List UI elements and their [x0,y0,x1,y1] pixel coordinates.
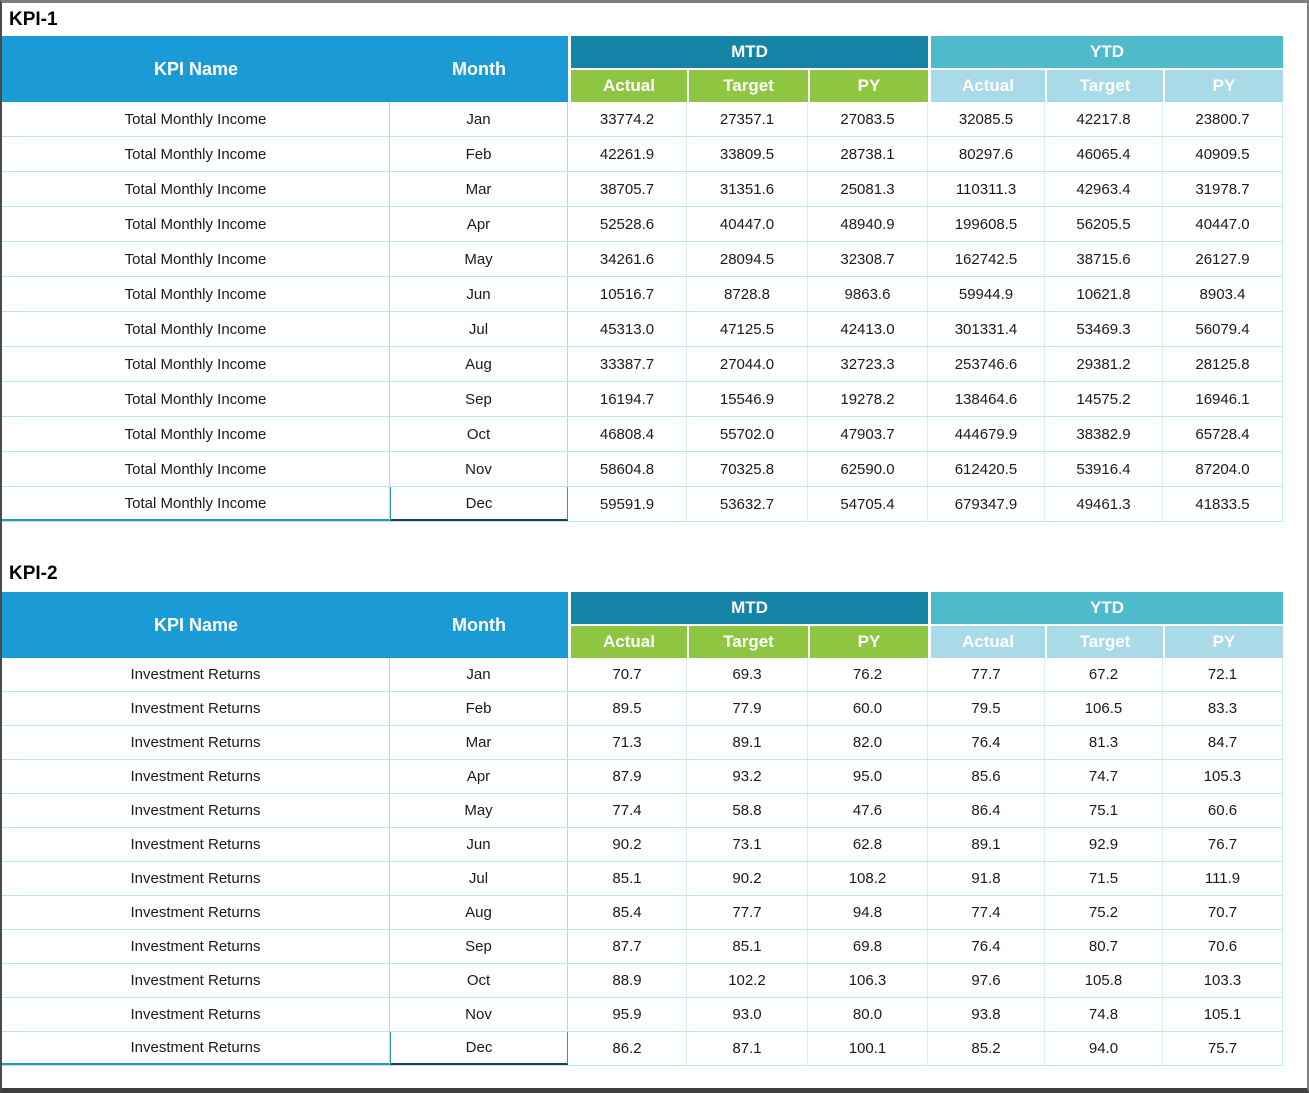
ytd-target-cell[interactable]: 67.2 [1045,658,1163,691]
ytd-actual-cell[interactable]: 162742.5 [928,242,1045,276]
table-row [2,487,1283,522]
mtd-target-cell[interactable]: 77.7 [687,896,808,929]
ytd-actual-header[interactable]: Actual [928,70,1045,102]
ytd-py-cell[interactable]: 40447.0 [1163,207,1283,241]
mtd-actual-cell[interactable]: 95.9 [568,998,687,1031]
mtd-actual-cell[interactable]: 70.7 [568,658,687,691]
mtd-target-cell[interactable]: 31351.6 [687,172,808,206]
mtd-actual-cell[interactable]: 89.5 [568,692,687,725]
table-row [2,242,1283,277]
mtd-py-cell[interactable]: 48940.9 [808,207,928,241]
ytd-target-cell[interactable]: 53916.4 [1045,452,1163,486]
kpi1-title: KPI-1 [9,8,58,30]
ytd-target-cell[interactable]: 49461.3 [1045,487,1163,521]
mtd-target-cell[interactable]: 93.0 [687,998,808,1031]
mtd-py-cell[interactable]: 106.3 [808,964,928,997]
month-cell[interactable]: Oct [390,417,568,451]
ytd-py-cell[interactable]: 72.1 [1163,658,1283,691]
ytd-actual-cell[interactable]: 85.2 [928,1032,1045,1065]
mtd-target-cell[interactable]: 77.9 [687,692,808,725]
kpi2-title: KPI-2 [9,563,58,584]
month-cell[interactable]: Sep [390,930,568,963]
mtd-actual-cell[interactable]: 86.2 [568,1032,687,1065]
kpi-name-cell[interactable]: Investment Returns [2,862,390,895]
kpi-name-cell[interactable]: Investment Returns [2,658,390,691]
table-row [2,417,1283,452]
mtd-group-header[interactable]: MTD [568,36,928,70]
kpi-name-cell[interactable]: Investment Returns [2,794,390,827]
kpi-name-cell[interactable]: Total Monthly Income [2,242,390,276]
month-cell[interactable]: Oct [390,964,568,997]
month-cell[interactable]: Apr [390,207,568,241]
month-cell[interactable]: Nov [390,452,568,486]
ytd-target-cell[interactable]: 42963.4 [1045,172,1163,206]
ytd-py-cell[interactable]: 16946.1 [1163,382,1283,416]
kpi-name-cell[interactable]: Investment Returns [2,828,390,861]
ytd-actual-cell[interactable]: 79.5 [928,692,1045,725]
mtd-target-cell[interactable]: 53632.7 [687,487,808,521]
mtd-py-cell[interactable]: 60.0 [808,692,928,725]
month-cell[interactable]: Apr [390,760,568,793]
kpi2-table [2,592,1283,1066]
ytd-py-cell[interactable]: 87204.0 [1163,452,1283,486]
mtd-actual-cell[interactable]: 59591.9 [568,487,687,521]
ytd-target-cell[interactable]: 75.2 [1045,896,1163,929]
ytd-py-header[interactable]: PY [1163,626,1283,658]
ytd-group-header[interactable]: YTD [928,36,1283,70]
kpi-name-column-header[interactable]: KPI Name [2,592,390,658]
ytd-py-cell[interactable]: 83.3 [1163,692,1283,725]
mtd-actual-cell[interactable]: 45313.0 [568,312,687,346]
ytd-actual-cell[interactable]: 301331.4 [928,312,1045,346]
table-row [2,760,1283,794]
mtd-py-cell[interactable]: 9863.6 [808,277,928,311]
mtd-group-header[interactable]: MTD [568,592,928,626]
ytd-target-cell[interactable]: 14575.2 [1045,382,1163,416]
ytd-target-cell[interactable]: 56205.5 [1045,207,1163,241]
mtd-target-cell[interactable]: 27357.1 [687,102,808,136]
mtd-actual-header[interactable]: Actual [568,70,687,102]
kpi-name-cell[interactable]: Total Monthly Income [2,207,390,241]
mtd-py-cell[interactable]: 62.8 [808,828,928,861]
mtd-py-header[interactable]: PY [808,626,928,658]
mtd-actual-cell[interactable]: 38705.7 [568,172,687,206]
kpi-name-cell[interactable]: Investment Returns [2,760,390,793]
ytd-target-cell[interactable]: 38382.9 [1045,417,1163,451]
ytd-py-cell[interactable]: 76.7 [1163,828,1283,861]
month-column-header[interactable]: Month [390,36,568,102]
table-row [2,726,1283,760]
ytd-actual-cell[interactable]: 91.8 [928,862,1045,895]
ytd-py-cell[interactable]: 28125.8 [1163,347,1283,381]
ytd-actual-cell[interactable]: 97.6 [928,964,1045,997]
mtd-target-cell[interactable]: 28094.5 [687,242,808,276]
kpi2-section [2,556,1307,1066]
mtd-actual-cell[interactable]: 85.4 [568,896,687,929]
mtd-py-cell[interactable]: 94.8 [808,896,928,929]
mtd-py-cell[interactable]: 47.6 [808,794,928,827]
ytd-py-cell[interactable]: 26127.9 [1163,242,1283,276]
ytd-py-cell[interactable]: 41833.5 [1163,487,1283,521]
mtd-target-cell[interactable]: 58.8 [687,794,808,827]
mtd-target-cell[interactable]: 27044.0 [687,347,808,381]
table-row [2,692,1283,726]
month-cell[interactable]: Jan [390,102,568,136]
ytd-actual-cell[interactable]: 32085.5 [928,102,1045,136]
mtd-py-cell[interactable]: 76.2 [808,658,928,691]
table-row [2,382,1283,417]
mtd-actual-cell[interactable]: 10516.7 [568,277,687,311]
mtd-py-cell[interactable]: 32308.7 [808,242,928,276]
mtd-actual-cell[interactable]: 42261.9 [568,137,687,171]
ytd-target-cell[interactable]: 10621.8 [1045,277,1163,311]
ytd-target-cell[interactable]: 75.1 [1045,794,1163,827]
ytd-py-cell[interactable]: 56079.4 [1163,312,1283,346]
mtd-target-cell[interactable]: 55702.0 [687,417,808,451]
kpi-name-cell[interactable]: Investment Returns [2,692,390,725]
mtd-py-header[interactable]: PY [808,70,928,102]
mtd-actual-cell[interactable]: 33774.2 [568,102,687,136]
ytd-target-header[interactable]: Target [1045,626,1163,658]
ytd-target-cell[interactable]: 92.9 [1045,828,1163,861]
kpi-name-cell[interactable]: Investment Returns [2,896,390,929]
month-cell[interactable]: Dec [390,1032,568,1065]
mtd-py-cell[interactable]: 32723.3 [808,347,928,381]
ytd-target-cell[interactable]: 81.3 [1045,726,1163,759]
table-row [2,172,1283,207]
mtd-target-header[interactable]: Target [687,626,808,658]
mtd-actual-cell[interactable]: 16194.7 [568,382,687,416]
mtd-actual-cell[interactable]: 71.3 [568,726,687,759]
ytd-actual-header[interactable]: Actual [928,626,1045,658]
kpi-name-cell[interactable]: Total Monthly Income [2,172,390,206]
mtd-py-cell[interactable]: 19278.2 [808,382,928,416]
mtd-py-cell[interactable]: 62590.0 [808,452,928,486]
ytd-target-cell[interactable]: 42217.8 [1045,102,1163,136]
kpi-name-cell[interactable]: Total Monthly Income [2,452,390,486]
mtd-actual-cell[interactable]: 88.9 [568,964,687,997]
ytd-actual-cell[interactable]: 85.6 [928,760,1045,793]
kpi-name-cell[interactable]: Investment Returns [2,930,390,963]
mtd-target-cell[interactable]: 87.1 [687,1032,808,1065]
kpi2-table-body [2,658,1283,1066]
kpi-name-cell[interactable]: Investment Returns [2,998,390,1031]
kpi-name-cell[interactable]: Total Monthly Income [2,417,390,451]
ytd-py-cell[interactable]: 65728.4 [1163,417,1283,451]
table-row [2,794,1283,828]
ytd-actual-cell[interactable]: 76.4 [928,726,1045,759]
table-row [2,452,1283,487]
kpi-name-cell[interactable]: Total Monthly Income [2,487,390,521]
kpi-name-cell[interactable]: Total Monthly Income [2,312,390,346]
ytd-py-cell[interactable]: 111.9 [1163,862,1283,895]
month-cell[interactable]: Nov [390,998,568,1031]
ytd-actual-cell[interactable]: 76.4 [928,930,1045,963]
ytd-target-cell[interactable]: 53469.3 [1045,312,1163,346]
table-row [2,930,1283,964]
table-row [2,998,1283,1032]
mtd-actual-cell[interactable]: 33387.7 [568,347,687,381]
kpi-name-cell[interactable]: Total Monthly Income [2,137,390,171]
mtd-target-cell[interactable]: 8728.8 [687,277,808,311]
ytd-target-cell[interactable]: 71.5 [1045,862,1163,895]
ytd-py-header[interactable]: PY [1163,70,1283,102]
mtd-py-cell[interactable]: 108.2 [808,862,928,895]
table-row [2,862,1283,896]
mtd-actual-cell[interactable]: 90.2 [568,828,687,861]
mtd-actual-cell[interactable]: 46808.4 [568,417,687,451]
ytd-py-cell[interactable]: 60.6 [1163,794,1283,827]
ytd-actual-cell[interactable]: 77.4 [928,896,1045,929]
mtd-target-cell[interactable]: 90.2 [687,862,808,895]
mtd-target-cell[interactable]: 93.2 [687,760,808,793]
mtd-py-cell[interactable]: 25081.3 [808,172,928,206]
mtd-py-cell[interactable]: 69.8 [808,930,928,963]
ytd-target-cell[interactable]: 94.0 [1045,1032,1163,1065]
mtd-py-cell[interactable]: 100.1 [808,1032,928,1065]
mtd-target-cell[interactable]: 102.2 [687,964,808,997]
mtd-target-cell[interactable]: 33809.5 [687,137,808,171]
ytd-target-cell[interactable]: 106.5 [1045,692,1163,725]
ytd-py-cell[interactable]: 23800.7 [1163,102,1283,136]
month-cell[interactable]: Feb [390,692,568,725]
mtd-target-header[interactable]: Target [687,70,808,102]
month-cell[interactable]: Aug [390,347,568,381]
table-row [2,658,1283,692]
ytd-actual-cell[interactable]: 444679.9 [928,417,1045,451]
month-cell[interactable]: Mar [390,172,568,206]
mtd-py-cell[interactable]: 28738.1 [808,137,928,171]
kpi1-section [2,3,1307,522]
month-cell[interactable]: May [390,242,568,276]
month-cell[interactable]: Jul [390,312,568,346]
table-row [2,277,1283,312]
kpi-name-cell[interactable]: Investment Returns [2,964,390,997]
table-row [2,312,1283,347]
month-cell[interactable]: Jan [390,658,568,691]
mtd-target-cell[interactable]: 85.1 [687,930,808,963]
table-row [2,1032,1283,1066]
month-cell[interactable]: Jul [390,862,568,895]
table-row [2,102,1283,137]
mtd-target-cell[interactable]: 89.1 [687,726,808,759]
month-cell[interactable]: Jun [390,828,568,861]
kpi-name-cell[interactable]: Investment Returns [2,1032,390,1065]
ytd-target-cell[interactable]: 29381.2 [1045,347,1163,381]
kpi-name-column-header[interactable]: KPI Name [2,36,390,102]
table-row [2,964,1283,998]
mtd-py-cell[interactable]: 54705.4 [808,487,928,521]
mtd-actual-cell[interactable]: 87.9 [568,760,687,793]
ytd-actual-cell[interactable]: 110311.3 [928,172,1045,206]
kpi1-table [2,36,1283,522]
mtd-target-cell[interactable]: 69.3 [687,658,808,691]
ytd-py-cell[interactable]: 31978.7 [1163,172,1283,206]
ytd-actual-cell[interactable]: 612420.5 [928,452,1045,486]
kpi-name-cell[interactable]: Total Monthly Income [2,347,390,381]
ytd-actual-cell[interactable]: 199608.5 [928,207,1045,241]
ytd-py-cell[interactable]: 103.3 [1163,964,1283,997]
ytd-target-cell[interactable]: 74.7 [1045,760,1163,793]
ytd-target-header[interactable]: Target [1045,70,1163,102]
ytd-actual-cell[interactable]: 253746.6 [928,347,1045,381]
mtd-target-cell[interactable]: 15546.9 [687,382,808,416]
ytd-actual-cell[interactable]: 59944.9 [928,277,1045,311]
ytd-py-cell[interactable]: 70.7 [1163,896,1283,929]
mtd-actual-cell[interactable]: 52528.6 [568,207,687,241]
month-cell[interactable]: May [390,794,568,827]
ytd-actual-cell[interactable]: 86.4 [928,794,1045,827]
month-cell[interactable]: Dec [390,487,568,521]
ytd-target-cell[interactable]: 38715.6 [1045,242,1163,276]
mtd-py-cell[interactable]: 80.0 [808,998,928,1031]
mtd-target-cell[interactable]: 73.1 [687,828,808,861]
ytd-actual-cell[interactable]: 89.1 [928,828,1045,861]
mtd-actual-cell[interactable]: 85.1 [568,862,687,895]
month-cell[interactable]: Aug [390,896,568,929]
ytd-actual-cell[interactable]: 679347.9 [928,487,1045,521]
ytd-py-cell[interactable]: 105.1 [1163,998,1283,1031]
ytd-actual-cell[interactable]: 93.8 [928,998,1045,1031]
table-row [2,347,1283,382]
kpi1-table-body [2,102,1283,522]
mtd-py-cell[interactable]: 27083.5 [808,102,928,136]
month-cell[interactable]: Feb [390,137,568,171]
mtd-target-cell[interactable]: 47125.5 [687,312,808,346]
mtd-py-cell[interactable]: 47903.7 [808,417,928,451]
kpi1-table-header [2,36,1283,102]
month-cell[interactable]: Jun [390,277,568,311]
mtd-actual-cell[interactable]: 77.4 [568,794,687,827]
month-cell[interactable]: Mar [390,726,568,759]
ytd-py-cell[interactable]: 84.7 [1163,726,1283,759]
ytd-py-cell[interactable]: 40909.5 [1163,137,1283,171]
month-column-header[interactable]: Month [390,592,568,658]
ytd-target-cell[interactable]: 105.8 [1045,964,1163,997]
kpi-name-cell[interactable]: Investment Returns [2,726,390,759]
mtd-actual-cell[interactable]: 58604.8 [568,452,687,486]
kpi-name-cell[interactable]: Total Monthly Income [2,102,390,136]
mtd-py-cell[interactable]: 82.0 [808,726,928,759]
ytd-py-cell[interactable]: 75.7 [1163,1032,1283,1065]
ytd-py-cell[interactable]: 105.3 [1163,760,1283,793]
mtd-py-cell[interactable]: 42413.0 [808,312,928,346]
mtd-py-cell[interactable]: 95.0 [808,760,928,793]
mtd-target-cell[interactable]: 40447.0 [687,207,808,241]
month-cell[interactable]: Sep [390,382,568,416]
ytd-py-cell[interactable]: 8903.4 [1163,277,1283,311]
ytd-target-cell[interactable]: 46065.4 [1045,137,1163,171]
ytd-target-cell[interactable]: 80.7 [1045,930,1163,963]
ytd-group-header[interactable]: YTD [928,592,1283,626]
ytd-py-cell[interactable]: 70.6 [1163,930,1283,963]
table-row [2,137,1283,172]
ytd-actual-cell[interactable]: 138464.6 [928,382,1045,416]
ytd-target-cell[interactable]: 74.8 [1045,998,1163,1031]
kpi-name-cell[interactable]: Total Monthly Income [2,382,390,416]
mtd-target-cell[interactable]: 70325.8 [687,452,808,486]
mtd-actual-header[interactable]: Actual [568,626,687,658]
table-row [2,896,1283,930]
ytd-actual-cell[interactable]: 77.7 [928,658,1045,691]
table-row [2,207,1283,242]
mtd-actual-cell[interactable]: 87.7 [568,930,687,963]
kpi-name-cell[interactable]: Total Monthly Income [2,277,390,311]
table-row [2,828,1283,862]
ytd-actual-cell[interactable]: 80297.6 [928,137,1045,171]
mtd-actual-cell[interactable]: 34261.6 [568,242,687,276]
kpi2-table-header [2,592,1283,658]
